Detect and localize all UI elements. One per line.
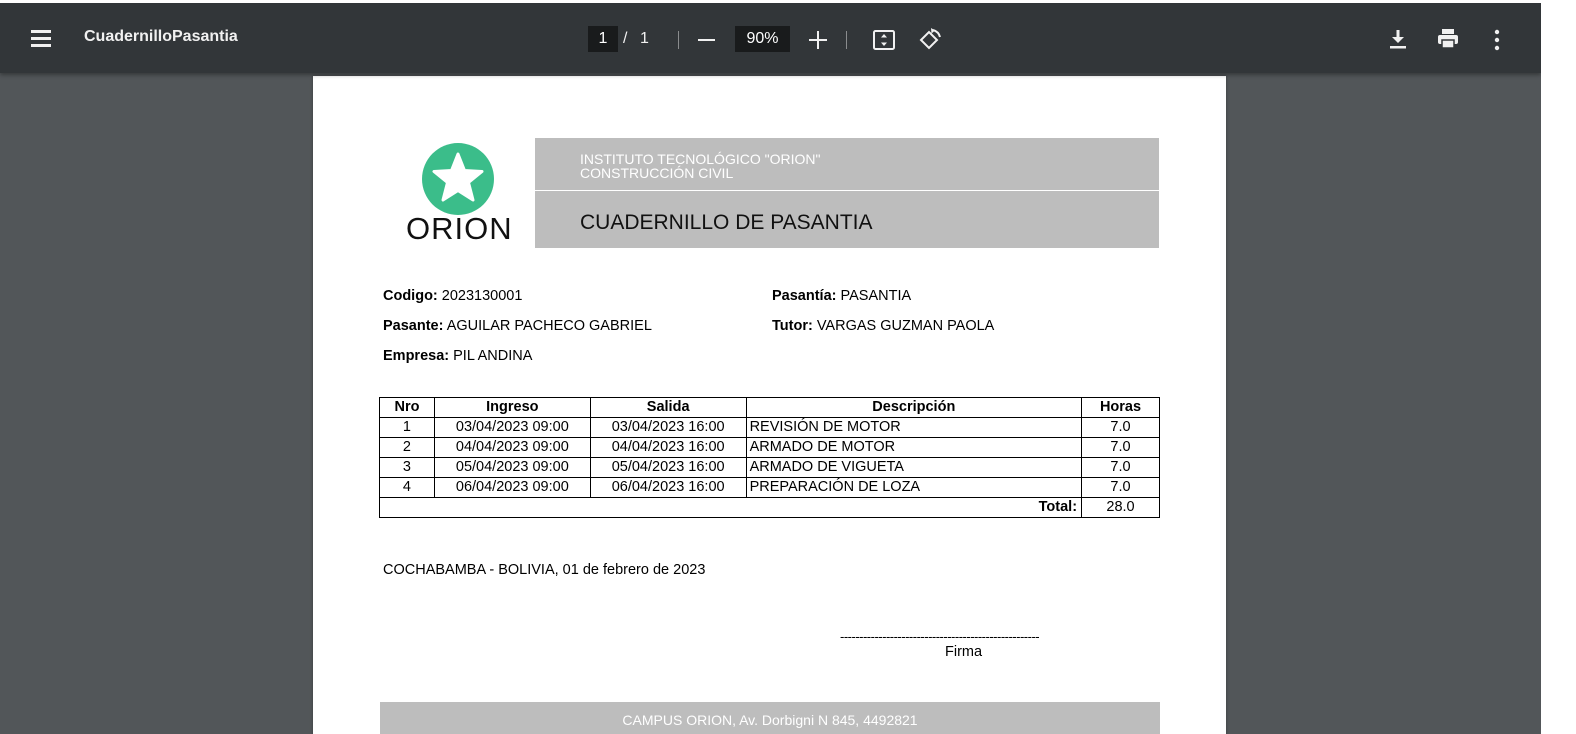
header-title-band (535, 191, 1159, 248)
pasantia-value: PASANTIA (840, 288, 912, 304)
empresa-value: PIL ANDINA (453, 348, 533, 364)
table-cell: 04/04/2023 16:00 (590, 438, 746, 458)
codigo-field (383, 288, 522, 304)
pasante-label: Pasante: (383, 318, 444, 334)
institute-line-2: CONSTRUCCIÓN CIVIL (580, 165, 734, 181)
total-label: Total: (380, 498, 1082, 518)
tutor-value: VARGAS GUZMAN PAOLA (816, 318, 995, 334)
download-icon[interactable] (1387, 28, 1409, 50)
column-header: Salida (590, 398, 746, 418)
table-cell: 06/04/2023 16:00 (590, 478, 746, 498)
star-icon (422, 143, 494, 215)
toolbar-divider (846, 31, 847, 49)
table-cell: ARMADO DE MOTOR (746, 438, 1081, 458)
institute-name (580, 152, 820, 180)
window-right-edge (1541, 0, 1576, 734)
table-cell: 3 (380, 458, 435, 478)
table-cell: 05/04/2023 09:00 (434, 458, 590, 478)
zoom-out-button[interactable] (698, 39, 715, 41)
table-cell: 04/04/2023 09:00 (434, 438, 590, 458)
signature-label: Firma (945, 644, 983, 660)
zoom-input[interactable]: 90% (735, 26, 790, 52)
document-footer (380, 702, 1160, 734)
pdf-page (313, 76, 1226, 734)
place-date: COCHABAMBA - BOLIVIA, 01 de febrero de 2023 (383, 562, 706, 578)
table-row (380, 478, 1160, 498)
page-total: 1 (640, 30, 649, 47)
zoom-in-button[interactable] (809, 31, 827, 49)
header-institute-band (535, 138, 1159, 191)
logo-text: ORION (406, 211, 513, 246)
rotate-icon[interactable] (917, 27, 943, 53)
table-cell: 03/04/2023 16:00 (590, 418, 746, 438)
table-cell: 7.0 (1082, 418, 1160, 438)
menu-icon[interactable] (30, 27, 52, 49)
empresa-label: Empresa: (383, 348, 450, 364)
pasante-value: AGUILAR PACHECO GABRIEL (446, 318, 652, 334)
table-cell: 1 (380, 418, 435, 438)
tutor-label: Tutor: (772, 318, 813, 334)
page-number-input[interactable]: 1 (588, 26, 618, 52)
toolbar-divider (678, 31, 679, 49)
pasantia-label: Pasantía: (772, 288, 837, 304)
table-cell: 03/04/2023 09:00 (434, 418, 590, 438)
table-cell: 2 (380, 438, 435, 458)
table-cell: 7.0 (1082, 478, 1160, 498)
column-header: Nro (380, 398, 435, 418)
table-cell: 7.0 (1082, 438, 1160, 458)
column-header: Horas (1082, 398, 1160, 418)
orion-logo (398, 136, 518, 251)
table-cell: PREPARACIÓN DE LOZA (746, 478, 1081, 498)
column-header: Ingreso (434, 398, 590, 418)
codigo-label: Codigo: (383, 288, 438, 304)
hours-table (379, 397, 1160, 518)
table-cell: 06/04/2023 09:00 (434, 478, 590, 498)
table-row (380, 418, 1160, 438)
print-icon[interactable] (1436, 28, 1460, 50)
page-separator: / (623, 30, 628, 47)
footer-address: CAMPUS ORION, Av. Dorbigni N 845, 4492821 (622, 712, 918, 728)
pasantia-field (772, 288, 911, 304)
pdf-viewer (0, 3, 1541, 734)
signature-line: ---------------------------------------------------- (840, 629, 1040, 644)
total-value: 28.0 (1082, 498, 1160, 518)
empresa-field (383, 348, 532, 364)
table-cell: 05/04/2023 16:00 (590, 458, 746, 478)
document-header (535, 138, 1159, 248)
tutor-field (772, 318, 994, 334)
table-cell: 7.0 (1082, 458, 1160, 478)
document-heading: CUADERNILLO DE PASANTIA (580, 211, 873, 234)
more-options-icon[interactable] (1491, 29, 1503, 51)
pdf-toolbar (0, 3, 1541, 73)
table-row (380, 438, 1160, 458)
institute-line-1: INSTITUTO TECNOLÓGICO "ORION" (580, 151, 821, 167)
codigo-value: 2023130001 (441, 288, 523, 304)
table-cell: ARMADO DE VIGUETA (746, 458, 1081, 478)
table-cell: REVISIÓN DE MOTOR (746, 418, 1081, 438)
document-title: CuadernilloPasantia (84, 28, 238, 45)
pasante-field (383, 318, 652, 334)
table-cell: 4 (380, 478, 435, 498)
table-header-row (380, 398, 1160, 418)
table-row (380, 458, 1160, 478)
column-header: Descripción (746, 398, 1081, 418)
total-row (380, 498, 1160, 518)
fit-to-page-icon[interactable] (872, 29, 896, 51)
